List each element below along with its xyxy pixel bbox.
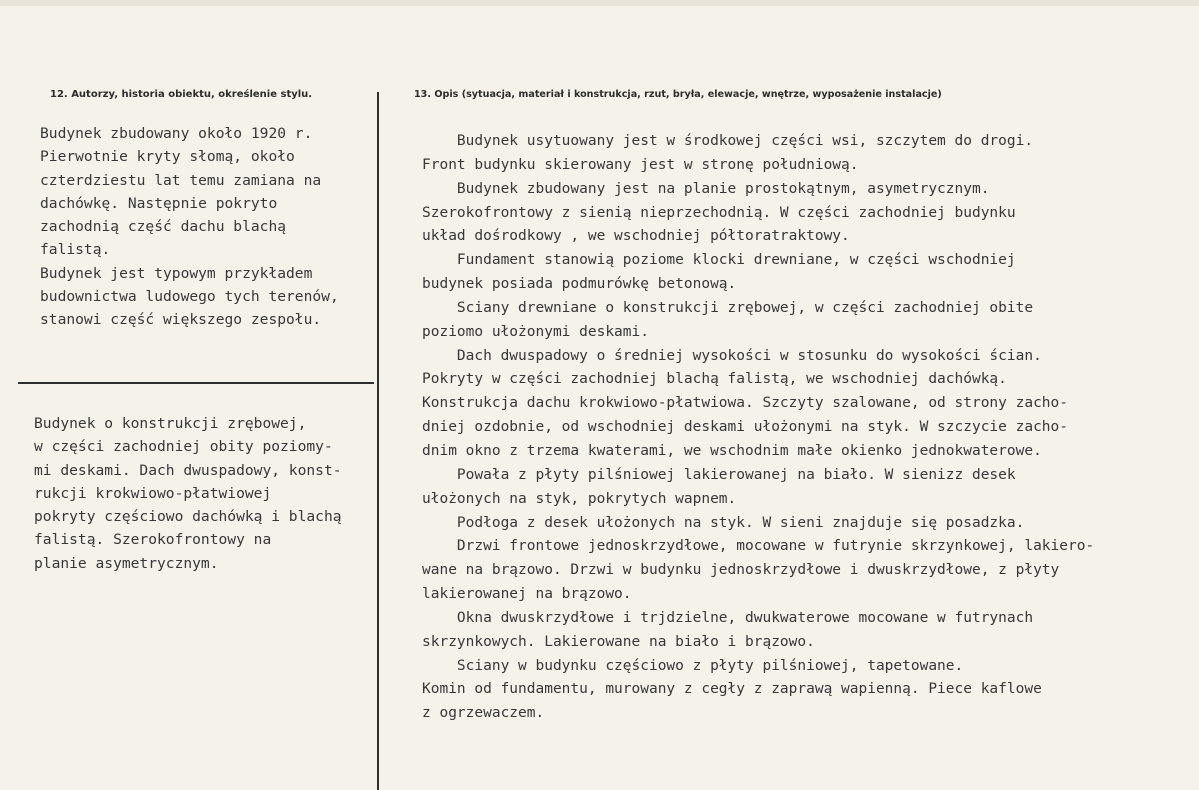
description-text-line: Budynek zbudowany jest na planie prostokątnym, asymetrycznym. (422, 180, 990, 197)
summary-text-line: w części zachodniej obity poziomy- (34, 438, 333, 456)
description-text-line: Drzwi frontowe jednoskrzydłowe, mocowane w futrynie skrzynkowej, lakiero- (422, 538, 1095, 555)
history-text-line: stanowi część większego zespołu. (40, 311, 322, 329)
description-text-line: Komin od fundamentu, murowany z cegły z zaprawą wapienną. Piece kaflowe (422, 681, 1042, 698)
description-text-line: Okna dwuskrzydłowe i trjdzielne, dwukwaterowe mocowane w futrynach (422, 609, 1034, 626)
section-13-header: 13. Opis (sytuacja, materiał i konstrukcja, rzut, bryła, elewacje, wnętrze, wyposażenie instalacje) (414, 89, 942, 100)
history-text-line: Pierwotnie kryty słomą, około (40, 148, 295, 166)
history-text-line: dachówkę. Następnie pokryto (40, 194, 278, 212)
description-text-line: wane na brązowo. Drzwi w budynku jednoskrzydłowe i dwuskrzydłowe, z płyty (422, 562, 1060, 579)
section-12-header: 12. Autorzy, historia obiektu, określenie stylu. (50, 89, 313, 100)
description-text-line: z ogrzewaczem. (422, 705, 545, 722)
summary-text-line: pokryty częściowo dachówką i blachą (34, 508, 342, 526)
description-text-line: poziomo ułożonymi deskami. (422, 323, 649, 340)
description-text-line: Szerokofrontowy z sienią nieprzechodnią. W części zachodniej budynku (422, 204, 1016, 221)
summary-text-block (34, 412, 342, 575)
card-top-edge (0, 0, 1199, 6)
history-text-line: budownictwa ludowego tych terenów, (40, 288, 339, 306)
summary-text-line: Budynek o konstrukcji zrębowej, (34, 415, 307, 432)
description-text-line: Powała z płyty pilśniowej lakierowanej na biało. W sienizz desek (422, 466, 1016, 483)
left-section-divider (18, 382, 374, 384)
description-text-line: Front budynku skierowany jest w stronę południową. (422, 156, 859, 173)
description-text-line: Budynek usytuowany jest w środkowej części wsi, szczytem do drogi. (422, 133, 1034, 149)
description-text-line: skrzynkowych. Lakierowane na biało i brązowo. (422, 633, 815, 650)
history-text-line: falistą. (40, 241, 111, 259)
column-divider (377, 92, 379, 790)
description-text-line: dniej ozdobnie, od wschodniej deskami ułożonymi na styk. W szczycie zacho- (422, 419, 1069, 436)
summary-text-line: mi deskami. Dach dwuspadowy, konst- (34, 461, 342, 479)
description-text-line: Sciany drewniane o konstrukcji zrębowej, w części zachodniej obite (422, 299, 1034, 316)
description-text-line: układ dośrodkowy , we wschodniej półtoratraktowy. (422, 228, 850, 245)
description-text-line: Konstrukcja dachu krokwiowo-płatwiowa. Szczyty szalowane, od strony zacho- (422, 395, 1069, 412)
history-text-line: zachodnią część dachu blachą (40, 218, 287, 236)
description-text-line: ułożonych na styk, pokrytych wapnem. (422, 490, 737, 507)
description-text-line: lakierowanej na brązowo. (422, 586, 632, 603)
description-text-block (422, 130, 1094, 726)
history-text-block (40, 122, 339, 332)
history-text-line: Budynek zbudowany około 1920 r. (40, 125, 313, 142)
description-text-line: budynek posiada podmurówkę betonową. (422, 276, 737, 293)
description-text-line: Sciany w budynku częściowo z płyty pilśniowej, tapetowane. (422, 657, 964, 674)
description-text-line: Dach dwuspadowy o średniej wysokości w stosunku do wysokości ścian. (422, 347, 1042, 364)
description-text-line: Podłoga z desek ułożonych na styk. W sieni znajduje się posadzka. (422, 514, 1025, 531)
summary-text-line: falistą. Szerokofrontowy na (34, 531, 272, 549)
history-text-line: Budynek jest typowym przykładem (40, 264, 313, 282)
summary-text-line: rukcji krokwiowo-płatwiowej (34, 484, 272, 502)
description-text-line: dnim okno z trzema kwaterami, we wschodnim małe okienko jednokwaterowe. (422, 442, 1042, 459)
description-text-line: Pokryty w części zachodniej blachą falistą, we wschodniej dachówką. (422, 371, 1007, 388)
history-text-line: czterdziestu lat temu zamiana na (40, 171, 322, 189)
summary-text-line: planie asymetrycznym. (34, 554, 219, 572)
description-text-line: Fundament stanowią poziome klocki drewniane, w części wschodniej (422, 252, 1016, 269)
